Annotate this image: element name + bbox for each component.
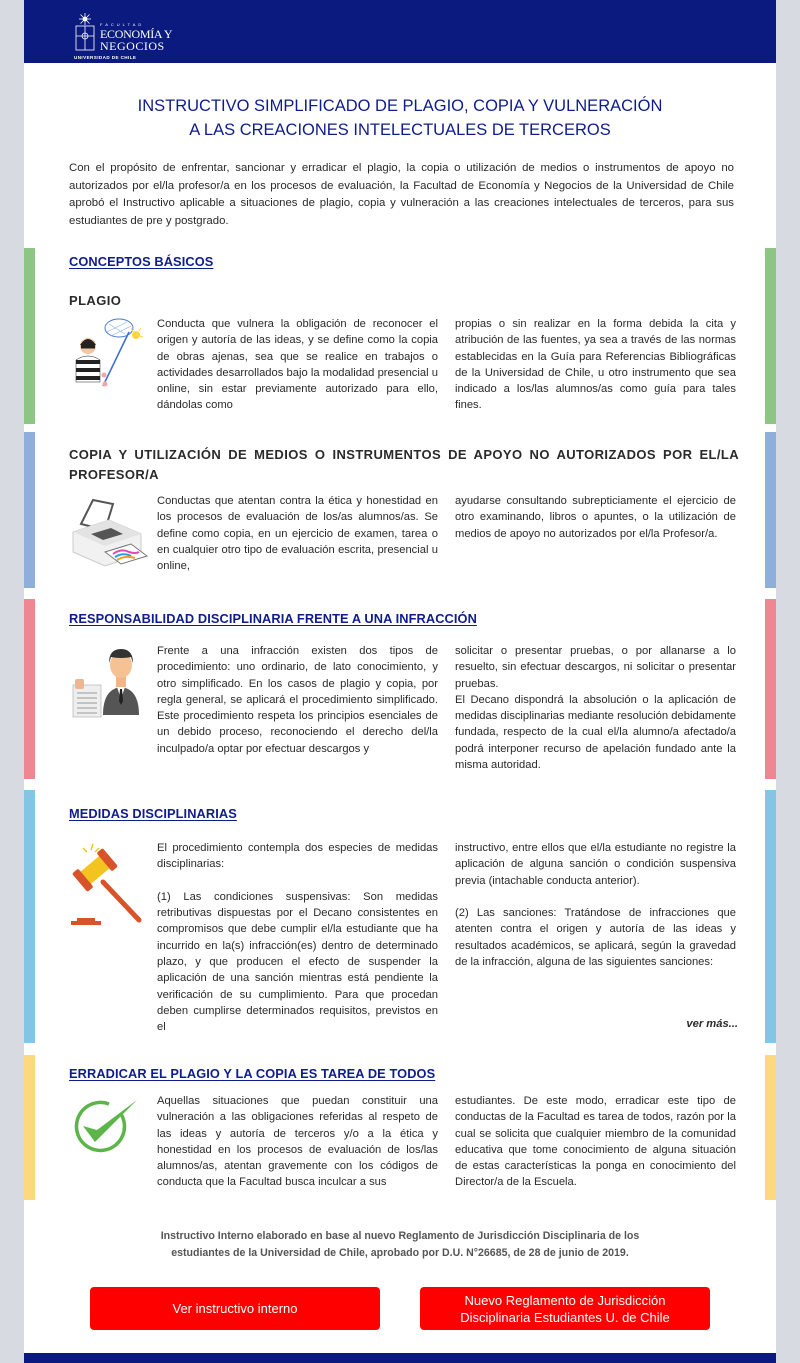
section-heading-medidas: MEDIDAS DISCIPLINARIAS xyxy=(69,806,237,821)
section-heading-copia: COPIA Y UTILIZACIÓN DE MEDIOS O INSTRUMENTOS DE APOYO NO AUTORIZADOS POR EL/LA PROFESOR/A xyxy=(69,447,739,482)
ver-mas-link[interactable]: ver más... xyxy=(686,1018,738,1030)
nuevo-reglamento-button[interactable] xyxy=(420,1287,710,1330)
page-title-line-2: A LAS CREACIONES INTELECTUALES DE TERCEROS xyxy=(189,121,611,139)
nuevo-reglamento-label-line-1: Nuevo Reglamento de Jurisdicción xyxy=(464,1292,666,1308)
footnote xyxy=(84,1228,716,1261)
copia-text-col-1: Conductas que atentan contra la ética y honestidad en los procesos de evaluación de los/as alumnos/as. Se define como copia, en un ejercicio de examen, tarea o en cualquier otro tipo de evaluación escrita, presencial u online, xyxy=(157,495,438,573)
medidas-text-col-2 xyxy=(455,840,736,970)
medidas-text-col-2-para-2: (2) Las sanciones: Tratándose de infracciones que atenten contra el origen y autoría de las ideas y resultados académicos, se aplicará, según la gravedad de la infracción, alguna de las siguientes sanciones: xyxy=(455,907,736,969)
nuevo-reglamento-label-line-2: Disciplinaria Estudiantes U. de Chile xyxy=(460,1309,670,1325)
medidas-text-col-2-para-1: instructivo, entre ellos que el/la estudiante no registre la aplicación de alguna sanción o condición suspensiva previa (intachable conducta anterior). xyxy=(455,842,736,887)
section-accent-bar-left xyxy=(24,432,35,588)
gavel-icon xyxy=(69,840,149,930)
footnote-line-1: Instructivo Interno elaborado en base al nuevo Reglamento de Jurisdicción Disciplinaria de los xyxy=(160,1230,640,1242)
copia-text-col-2: ayudarse consultando subrepticiamente el ejercicio de otro examinando, libros o apuntes, o la utilización de medios de apoyo no autorizados por el/la Profesor/a. xyxy=(455,495,736,540)
logo-line-university: UNIVERSIDAD DE CHILE xyxy=(74,55,137,60)
section-heading-conceptos: CONCEPTOS BÁSICOS xyxy=(69,254,214,269)
erradicar-text-col-1: Aquellas situaciones que puedan constituir una vulneración a las obligaciones referidas al respeto de las ideas y autoría de terceros y/o a la ética y honestidad en los procesos de evaluación de los/las alumnos/as, atentan gravemente con los códigos de conducta que la Facultad busca inculcar a sus xyxy=(157,1095,438,1189)
footer-bar xyxy=(24,1353,776,1363)
subheading-plagio: PLAGIO xyxy=(69,293,122,308)
logo-faculty-label: FACULTAD xyxy=(100,22,145,27)
section-accent-bar-left xyxy=(24,248,35,424)
nuevo-reglamento-button-label xyxy=(460,1292,670,1326)
plagio-text-col-1: Conducta que vulnera la obligación de reconocer el origen y autoría de las ideas, y se define como la copia de obras ajenas, sea que se realice en trabajos o actividades desarrollados bajo la modalidad presencial u online, sin estar previamente autorizado para ello, dándolas como xyxy=(157,318,438,412)
university-crest-icon xyxy=(74,12,96,52)
newsletter-page xyxy=(24,0,776,1363)
responsabilidad-text-col-1: Frente a una infracción existen dos tipos de procedimiento: uno ordinario, de lato conocimiento, y otro simplificado. En los casos de plagio y copia, por regla general, se aplicará el procedimiento simplificado. Este procedimiento respeta los principios esenciales de un debido proceso, reconociendo el derecho del/la inculpado/a optar por efectuar descargos y xyxy=(157,645,438,755)
intro-paragraph: Con el propósito de enfrentar, sancionar y erradicar el plagio, la copia o utilización de medios o instrumentos de apoyo no autorizados por el/la profesor/a en los procesos de evaluación, la Facultad de Economía y Negocios de la Universidad de Chile aprobó el Instructivo aplicable a situaciones de plagio, copia y vulneración a las creaciones intelectuales de terceros, para sus estudiantes de pre y postgrado. xyxy=(69,162,734,227)
logo-line-negocios: NEGOCIOS xyxy=(100,39,165,53)
section-accent-bar-right xyxy=(765,432,776,588)
section-accent-bar-left xyxy=(24,1055,35,1200)
faculty-logo[interactable] xyxy=(74,8,194,58)
header-banner xyxy=(24,0,776,63)
ver-instructivo-button-label: Ver instructivo interno xyxy=(172,1301,298,1316)
businessman-document-icon xyxy=(69,643,149,718)
page-title-line-1: INSTRUCTIVO SIMPLIFICADO DE PLAGIO, COPIA Y VULNERACIÓN xyxy=(137,97,663,115)
medidas-text-col-1-para-1: El procedimiento contempla dos especies de medidas disciplinarias: xyxy=(157,842,438,871)
page-title xyxy=(24,94,776,142)
section-accent-bar-right xyxy=(765,1055,776,1200)
section-accent-bar-right xyxy=(765,248,776,424)
responsabilidad-text-col-2 xyxy=(455,643,736,773)
medidas-text-col-1-para-2: (1) Las condiciones suspensivas: Son medidas retributivas dispuestas por el Decano consistentes en compromisos que debe cumplir el/la estudiante que ha incurrido en la(s) infracción(es) dentro de determinado plazo, y que producen el efecto de suspender la aplicación de una sanción mientras está pendiente la verificación de su cumplimiento. Para que procedan deben cumplirse determinados requisitos, previstos en el xyxy=(157,890,438,1034)
section-heading-erradicar: ERRADICAR EL PLAGIO Y LA COPIA ES TAREA DE TODOS xyxy=(69,1066,436,1081)
responsabilidad-text-col-2-para-1: solicitar o presentar pruebas, o por allanarse a lo resuelto, sin efectuar descargos, ni solicitar o presentar pruebas. xyxy=(455,645,736,690)
logo-line-economia: ECONOMÍA Y xyxy=(100,27,173,41)
ver-instructivo-button[interactable] xyxy=(90,1287,380,1330)
medidas-text-col-1 xyxy=(157,840,438,1036)
responsabilidad-text-col-2-para-2: El Decano dispondrá la absolución o la aplicación de medidas disciplinarias mediante resolución debidamente fundada, respecto de la cual el/la alumno/a afectado/a podrá interponer recurso de apelación fundado ante la misma autoridad. xyxy=(455,693,736,772)
printer-icon xyxy=(69,494,149,568)
erradicar-text-col-2: estudiantes. De este modo, erradicar este tipo de conductas de la Facultad es tarea de todos, razón por la cual se solicita que cualquier miembro de la comunidad educativa que tome conocimiento de alguna situación de estas características la ponga en conocimiento del Director/a de la Escuela. xyxy=(455,1095,736,1189)
section-accent-bar-left xyxy=(24,790,35,1043)
footnote-line-2: estudiantes de la Universidad de Chile, aprobado por D.U. N°26685, de 28 de junio de 2019. xyxy=(171,1246,629,1259)
check-circle-icon xyxy=(69,1096,149,1156)
thief-with-net-icon xyxy=(69,316,149,390)
plagio-text-col-2: propias o sin realizar en la forma debida la cita y atribución de las fuentes, ya sea a través de las normas establecidas en la Guía para Referencias Bibliográficas de la Universidad de Chile, u otro instrumento que sea indicado a los/las alumnos/as como guía para tales fines. xyxy=(455,318,736,412)
section-accent-bar-right xyxy=(765,790,776,1043)
section-heading-responsabilidad: RESPONSABILIDAD DISCIPLINARIA FRENTE A UNA INFRACCIÓN xyxy=(69,611,477,626)
section-accent-bar-left xyxy=(24,599,35,779)
section-accent-bar-right xyxy=(765,599,776,779)
